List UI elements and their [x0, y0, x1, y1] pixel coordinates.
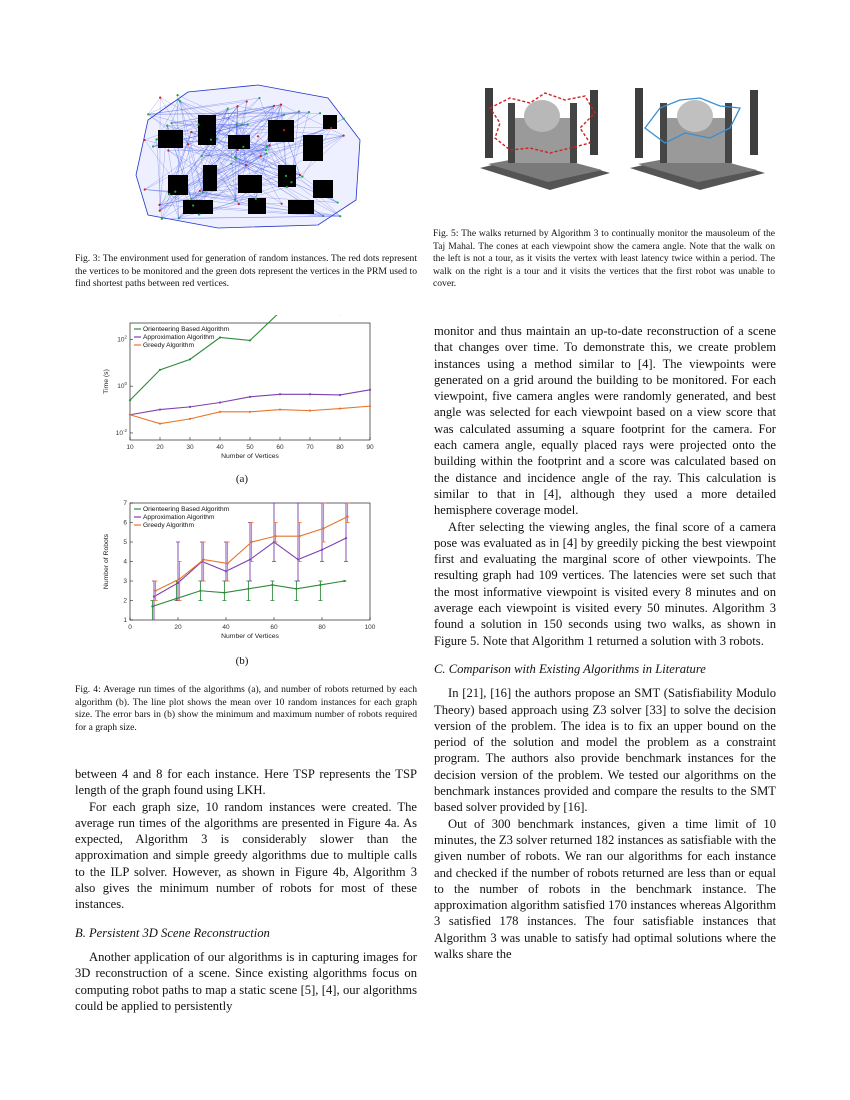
- y-tick-label: 4: [123, 558, 127, 566]
- data-point: [153, 596, 155, 598]
- y-axis-label: Time (s): [103, 369, 110, 394]
- fig4a-chart: [100, 315, 385, 470]
- right-para-1: monitor and thus maintain an up-to-date reconstruction of a scene that changes over time. To demonstrate this, we create problem instances using a method similar to [4]. The viewpoints were generated on a grid around the building to be monitored. For each viewpoint, five camera angles were randomly generated, and best angle was selected for each viewpoint based on a view score that was calculated assuming a square footprint for the camera. For each camera angle, equally placed rays were projected onto the building within the footprint and a score was calculated based on the distance and incidence angle of the ray. This calculation is similar to that in [4], although they used a more detailed hemisphere coverage model.: [434, 324, 776, 518]
- right-column: [434, 323, 776, 962]
- data-point: [343, 580, 345, 582]
- data-point: [175, 597, 177, 599]
- data-point: [249, 339, 251, 341]
- data-point: [151, 605, 153, 607]
- section-c-heading: C. Comparison with Existing Algorithms in Literature: [434, 661, 706, 676]
- fig4b-label: (b): [235, 655, 249, 667]
- data-point: [249, 558, 251, 560]
- x-tick-label: 100: [364, 624, 376, 631]
- legend-entry: Greedy Algorithm: [143, 522, 194, 530]
- prm-environment-image: [128, 80, 368, 230]
- data-point: [297, 558, 299, 560]
- data-point: [323, 527, 325, 529]
- x-tick-label: 90: [366, 444, 374, 451]
- x-tick-label: 0: [128, 624, 132, 631]
- data-point: [219, 411, 221, 413]
- x-tick-label: 50: [246, 444, 254, 451]
- data-point: [345, 537, 347, 539]
- fig4a-label: (a): [235, 473, 249, 485]
- y-tick-label: 6: [123, 519, 127, 527]
- x-axis-label: Number of Vertices: [221, 633, 279, 640]
- fig4-caption: Fig. 4: Average run times of the algorithms (a), and number of robots returned by each algorithm (b). The line plot shows the mean over 10 random instances for each graph size. The error bars in (b) show the minimum and maximum number of robots required for a graph size.: [75, 684, 417, 733]
- data-point: [369, 405, 371, 407]
- robots-chart: [100, 495, 385, 650]
- right-para-2: After selecting the viewing angles, the final score of a camera pose was evaluated as in [4] by greedily picking the best viewpoint first and evaluating the marginal score of other viewpoints. The resulting graph had 109 vertices. The latencies were set such that the most informative viewpoint is visited every 8 minutes and on average each viewpoint is visited every 50 minutes. Algorithm 3 found a solution in 150 seconds using two walks, as shown in Figure 5. Note that Algorithm 1 returned a solution with 3 robots.: [434, 519, 776, 648]
- data-point: [339, 407, 341, 409]
- data-point: [129, 399, 131, 401]
- legend-entry: Orienteering Based Algorithm: [143, 326, 230, 334]
- data-point: [275, 535, 277, 537]
- data-point: [189, 358, 191, 360]
- x-tick-label: 10: [126, 444, 134, 451]
- data-point: [295, 588, 297, 590]
- data-point: [159, 408, 161, 410]
- data-point: [189, 418, 191, 420]
- y-axis-label: Number of Robots: [103, 533, 110, 590]
- section-b-heading: B. Persistent 3D Scene Reconstruction: [75, 925, 270, 940]
- data-point: [219, 401, 221, 403]
- fig3-caption: Fig. 3: The environment used for generation of random instances. The red dots represent the vertices to be monitored and the green dots represent the vertices in the PRM used to find shortest paths between red vertices.: [75, 253, 417, 290]
- legend-entry: Greedy Algorithm: [143, 342, 194, 350]
- data-point: [279, 393, 281, 395]
- data-point: [155, 590, 157, 592]
- x-tick-label: 30: [186, 444, 194, 451]
- legend-entry: Approximation Algorithm: [143, 334, 215, 342]
- y-tick-exponent: 0: [124, 381, 127, 387]
- x-tick-label: 80: [336, 444, 344, 451]
- data-point: [347, 516, 349, 518]
- right-para-3: In [21], [16] the authors propose an SMT (Satisfiability Modulo Theory) based approach using Z3 solver [33] to solve the decision version of the problem. The idea is to fix an upper bound on the period of the solution and model the problem as a constraint program. The authors also provide benchmark instances for the decision version of the problem. We tested our algorithms on the benchmark instances provided and compare the results to the SMT based solver provided by [16].: [434, 686, 776, 815]
- y-tick-label: 5: [123, 539, 127, 546]
- data-point: [129, 414, 131, 416]
- x-tick-label: 60: [270, 624, 278, 631]
- right-para-4: Out of 300 benchmark instances, given a time limit of 10 minutes, the Z3 solver returned 182 instances as satisfiable with the given number of robots. We ran our algorithms for each instance and checked if the number of robots returned are less than or equal to the number of robots in the benchmark instance. The approximation algorithm satisfied 170 instances whereas Algorithm 3 satisfied 178 instances. The four satisfiable instances that Algorithm 3 was unable to satisfy had optimal solutions where the walks share the: [434, 816, 776, 961]
- left-para-2: For each graph size, 10 random instances were created. The average run times of the algorithms are presented in Figure 4a. As expected, Algorithm 3 is considerably slower than the approximation and simple greedy algorithms due to multiple calls to the ILP solver. However, as shown in Figure 4b, Algorithm 3 also gives the minimum number of robots for most of these instances.: [75, 799, 417, 912]
- data-point: [159, 369, 161, 371]
- taj-model-left: [480, 88, 610, 190]
- y-tick-label: $10^0$: [117, 381, 127, 391]
- runtime-chart: [100, 315, 385, 470]
- fig3-image: [128, 80, 368, 230]
- data-point: [225, 570, 227, 572]
- x-tick-label: 70: [306, 444, 314, 451]
- left-para-continued: between 4 and 8 for each instance. Here TSP represents the TSP length of the graph found using LKH.: [75, 767, 417, 798]
- y-tick-label: 2: [123, 597, 127, 605]
- y-tick-label: $10^{-2}$: [115, 427, 127, 437]
- data-point: [309, 410, 311, 412]
- fig4b-chart: [100, 495, 385, 650]
- data-point: [251, 541, 253, 543]
- y-tick-exponent: 2: [124, 334, 127, 340]
- data-point: [319, 584, 321, 586]
- fig5-caption: Fig. 5: The walks returned by Algorithm 3 to continually monitor the mausoleum of the Taj Mahal. The cones at each viewpoint show the camera angle. Note that the walk on the left is not a tour, as it visits the vertex with least latency twice within a period. The walk on the right is a tour and it visits the vertices that the first robot was unable to cover.: [433, 228, 775, 290]
- data-point: [321, 549, 323, 551]
- y-tick-label: 7: [123, 500, 127, 507]
- legend-entry: Orienteering Based Algorithm: [143, 506, 230, 514]
- data-point: [339, 394, 341, 396]
- data-point: [249, 411, 251, 413]
- taj-mahal-walks-image: [470, 78, 770, 193]
- data-point: [279, 408, 281, 410]
- x-tick-label: 40: [216, 444, 224, 451]
- data-point: [203, 558, 205, 560]
- data-point: [369, 389, 371, 391]
- data-point: [309, 393, 311, 395]
- y-tick-label: 3: [123, 578, 127, 585]
- data-point: [299, 535, 301, 537]
- y-tick-label: $10^2$: [117, 334, 127, 344]
- data-point: [177, 582, 179, 584]
- legend-entry: Approximation Algorithm: [143, 514, 215, 522]
- x-tick-label: 80: [318, 624, 326, 631]
- left-para-3: Another application of our algorithms is in capturing images for 3D reconstruction of a scene. Since existing algorithms focus on computing robot paths to map a static scene [5], [4], our algorithms could be applied to persistently: [75, 949, 417, 1013]
- x-tick-label: 40: [222, 624, 230, 631]
- x-axis-label: Number of Vertices: [221, 453, 279, 460]
- data-point: [199, 590, 201, 592]
- x-tick-label: 20: [156, 444, 164, 451]
- y-tick-label: 1: [123, 617, 127, 624]
- x-tick-label: 20: [174, 624, 182, 631]
- data-point: [271, 584, 273, 586]
- x-tick-label: 60: [276, 444, 284, 451]
- y-tick-exponent: -2: [122, 427, 127, 433]
- data-point: [159, 423, 161, 425]
- taj-model-right: [630, 88, 765, 190]
- left-column: [75, 766, 417, 1014]
- data-point: [189, 406, 191, 408]
- data-point: [247, 588, 249, 590]
- data-point: [227, 562, 229, 564]
- data-point: [223, 592, 225, 594]
- fig5-image: [470, 78, 770, 193]
- data-point: [219, 336, 221, 338]
- data-point: [249, 396, 251, 398]
- data-point: [179, 578, 181, 580]
